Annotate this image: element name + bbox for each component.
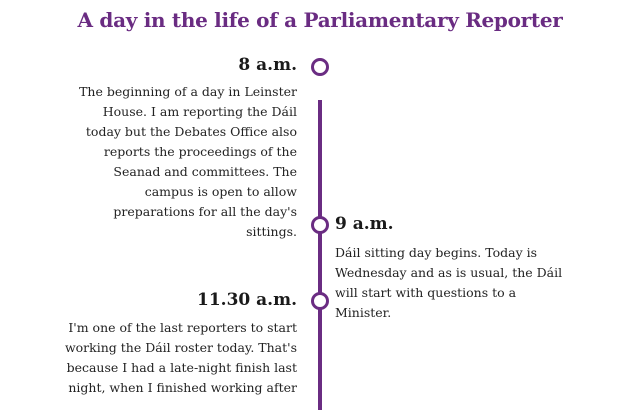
entry-time-8am: 8 a.m.: [238, 55, 297, 75]
entry-text-1130am: I'm one of the last reporters to start working the Dáil roster today. That's because I had a late-night finish last night, when I finished working after: [64, 320, 297, 395]
timeline-node-8am: [311, 58, 329, 76]
entry-text-8am: The beginning of a day in Leinster House. I am reporting the Dáil today but the Debates Office also reports the proceedings of the Seanad and committees. The campus is open to allow preparations for all the day's sittings.: [79, 84, 297, 239]
timeline-node-9am: [311, 216, 329, 234]
timeline-node-1130am: [311, 292, 329, 310]
entry-text-9am: Dáil sitting day begins. Today is Wednesday and as is usual, the Dáil will start with questions to a Minister.: [335, 245, 563, 320]
page-title: A day in the life of a Parliamentary Reporter: [77, 8, 563, 32]
entry-time-9am: 9 a.m.: [335, 214, 394, 234]
timeline-line: [318, 100, 322, 410]
entry-time-1130am: 11.30 a.m.: [197, 290, 297, 310]
